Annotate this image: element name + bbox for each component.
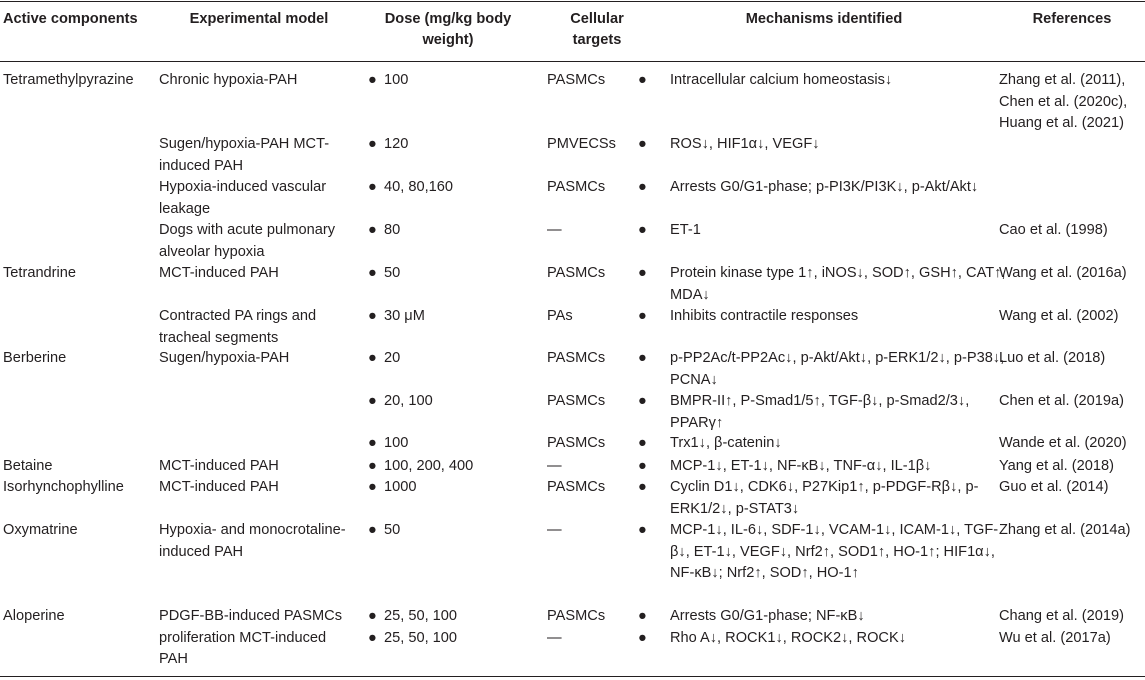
reference-cell-text: Wu et al. (2017a) xyxy=(999,630,1111,646)
dose-cell-text: 120 xyxy=(384,136,409,152)
mechanism-cell xyxy=(638,433,1010,455)
cellular-target-cell xyxy=(547,628,647,650)
active-component-cell xyxy=(3,348,153,370)
reference-cell-text: Chen et al. (2019a) xyxy=(999,393,1124,409)
cellular-target-cell xyxy=(547,134,647,156)
table-bottom-rule xyxy=(0,676,1145,677)
dose-cell-text: 20 xyxy=(384,350,401,366)
mechanism-cell-text: Arrests G0/G1-phase; NF-κB↓ xyxy=(670,608,865,624)
dose-cell-text: 100 xyxy=(384,435,409,451)
dose-cell-text: 50 xyxy=(384,522,401,538)
reference-cell-text: Luo et al. (2018) xyxy=(999,350,1106,366)
header-experimental-model: Experimental model xyxy=(189,11,329,27)
mechanism-cell xyxy=(638,606,1010,628)
mechanism-cell-text: MCP-1↓, ET-1↓, NF-κB↓, TNF-α↓, IL-1β↓ xyxy=(670,458,932,474)
reference-cell-text: Zhang et al. (2014a) xyxy=(999,522,1131,538)
experimental-model-cell-text: MCT-induced PAH xyxy=(159,479,279,495)
bullet-icon: ● xyxy=(638,350,647,366)
experimental-model-cell xyxy=(159,134,359,177)
cellular-target-cell-text: PASMCs xyxy=(547,350,606,366)
cellular-target-cell xyxy=(547,477,647,499)
reference-cell xyxy=(999,477,1145,499)
dose-cell-text: 1000 xyxy=(384,479,417,495)
dose-cell-text: 20, 100 xyxy=(384,393,433,409)
bullet-icon: ● xyxy=(638,608,647,624)
bullet-icon: ● xyxy=(368,608,377,624)
bullet-icon: ● xyxy=(638,179,647,195)
experimental-model-cell-text: Sugen/hypoxia-PAH xyxy=(159,350,290,366)
mechanism-cell xyxy=(638,456,1010,478)
reference-cell-text: Guo et al. (2014) xyxy=(999,479,1109,495)
bullet-icon: ● xyxy=(368,435,377,451)
cellular-target-cell-text: PMVECSs xyxy=(547,136,616,152)
mechanism-cell xyxy=(638,177,1010,199)
mechanism-cell-text: BMPR-II↑, P-Smad1/5↑, TGF-β↓, p-Smad2/3↓, PPARγ↑ xyxy=(670,393,970,431)
experimental-model-cell-text: Sugen/hypoxia-PAH MCT-induced PAH xyxy=(159,136,330,174)
dose-cell xyxy=(368,477,528,499)
dose-cell xyxy=(368,520,528,542)
bullet-icon: ● xyxy=(368,308,377,324)
experimental-model-cell xyxy=(159,606,359,671)
header-bottom-rule xyxy=(0,61,1145,62)
mechanism-cell xyxy=(638,263,1010,306)
reference-cell-text: Yang et al. (2018) xyxy=(999,458,1114,474)
bullet-icon: ● xyxy=(368,630,377,646)
reference-cell xyxy=(999,348,1145,370)
mechanism-cell-text: Trx1↓, β-catenin↓ xyxy=(670,435,782,451)
active-component-cell xyxy=(3,477,153,499)
dose-cell-text: 40, 80,160 xyxy=(384,179,453,195)
bullet-icon: ● xyxy=(368,136,377,152)
experimental-model-cell xyxy=(159,263,359,285)
header-mechanisms: Mechanisms identified xyxy=(745,11,903,27)
bullet-icon: ● xyxy=(638,265,647,281)
dose-cell-text: 25, 50, 100 xyxy=(384,608,458,624)
reference-cell-text: Cao et al. (1998) xyxy=(999,222,1108,238)
experimental-model-cell xyxy=(159,177,359,220)
mechanism-cell xyxy=(638,391,1010,434)
mechanism-cell xyxy=(638,477,1010,520)
reference-cell xyxy=(999,606,1145,628)
mechanism-cell xyxy=(638,348,1010,391)
active-component-cell xyxy=(3,456,153,478)
experimental-model-cell xyxy=(159,348,359,370)
reference-cell xyxy=(999,70,1145,135)
dose-cell xyxy=(368,70,528,92)
bullet-icon: ● xyxy=(638,308,647,324)
mechanism-cell-text: Arrests G0/G1-phase; p-PI3K/PI3K↓, p-Akt/Akt↓ xyxy=(670,179,979,195)
bullet-icon: ● xyxy=(638,630,647,646)
cellular-target-cell xyxy=(547,306,647,328)
cellular-target-cell xyxy=(547,606,647,628)
active-component-cell-text: Oxymatrine xyxy=(3,522,78,538)
mechanism-cell-text: MCP-1↓, IL-6↓, SDF-1↓, VCAM-1↓, ICAM-1↓, TGF-β↓, ET-1↓, VEGF↓, Nrf2↑, SOD1↑, HO-1↑; HIF1α↓, NF-κB↓; Nrf2↑, SOD↑, HO-1↑ xyxy=(670,522,999,581)
cellular-target-cell xyxy=(547,177,647,199)
active-component-cell-text: Betaine xyxy=(3,458,53,474)
experimental-model-cell xyxy=(159,220,359,263)
cellular-target-cell xyxy=(547,433,647,455)
experimental-model-cell-text: Contracted PA rings and tracheal segments xyxy=(159,308,317,346)
reference-cell-text: Wang et al. (2002) xyxy=(999,308,1119,324)
active-component-cell xyxy=(3,606,153,628)
cellular-target-cell xyxy=(547,220,647,242)
experimental-model-cell-text: Hypoxia- and monocrotaline-induced PAH xyxy=(159,522,346,560)
mechanism-cell-text: Inhibits contractile responses xyxy=(670,308,859,324)
mechanism-cell-text: ROS↓, HIF1α↓, VEGF↓ xyxy=(670,136,820,152)
bullet-icon: ● xyxy=(368,458,377,474)
reference-cell xyxy=(999,520,1145,542)
reference-cell xyxy=(999,456,1145,478)
cellular-target-cell-text: — xyxy=(547,222,562,238)
dose-cell xyxy=(368,220,528,242)
reference-cell xyxy=(999,306,1145,328)
active-component-cell-text: Tetramethylpyrazine xyxy=(3,72,134,88)
header-dose: Dose (mg/kg body weight) xyxy=(384,11,512,48)
cellular-target-cell-text: PASMCs xyxy=(547,435,606,451)
experimental-model-cell xyxy=(159,456,359,478)
experimental-model-cell-text: Hypoxia-induced vascular leakage xyxy=(159,179,327,217)
mechanism-cell xyxy=(638,70,1010,92)
dose-cell xyxy=(368,391,528,413)
reference-cell xyxy=(999,433,1145,455)
cellular-target-cell xyxy=(547,348,647,370)
active-component-cell xyxy=(3,70,153,92)
active-component-cell-text: Isorhynchophylline xyxy=(3,479,124,495)
cellular-target-cell-text: PASMCs xyxy=(547,479,606,495)
dose-cell xyxy=(368,177,528,199)
mechanism-cell-text: ET-1 xyxy=(670,222,701,238)
dose-cell-text: 30 μM xyxy=(384,308,425,324)
dose-cell xyxy=(368,348,528,370)
reference-cell-text: Wang et al. (2016a) xyxy=(999,265,1127,281)
dose-cell xyxy=(368,306,528,328)
experimental-model-cell xyxy=(159,70,359,92)
header-active-components: Active components xyxy=(3,11,138,27)
bullet-icon: ● xyxy=(638,222,647,238)
dose-cell xyxy=(368,628,528,650)
reference-cell-text: Chang et al. (2019) xyxy=(999,608,1124,624)
mechanism-cell-text: Rho A↓, ROCK1↓, ROCK2↓, ROCK↓ xyxy=(670,630,906,646)
dose-cell xyxy=(368,263,528,285)
header-cellular-targets: Cellular targets xyxy=(570,11,624,48)
cellular-target-cell-text: — xyxy=(547,458,562,474)
experimental-model-cell xyxy=(159,477,359,499)
dose-cell-text: 50 xyxy=(384,265,401,281)
mechanism-cell-text: Cyclin D1↓, CDK6↓, P27Kip1↑, p-PDGF-Rβ↓, p-ERK1/2↓, p-STAT3↓ xyxy=(670,479,979,517)
reference-cell xyxy=(999,220,1145,242)
dose-cell-text: 25, 50, 100 xyxy=(384,630,458,646)
mechanism-cell-text: Protein kinase type 1↑, iNOS↓, SOD↑, GSH↑, CAT↑, MDA↓ xyxy=(670,265,1006,303)
dose-cell xyxy=(368,134,528,156)
reference-cell-text: Wande et al. (2020) xyxy=(999,435,1127,451)
bullet-icon: ● xyxy=(368,222,377,238)
dose-cell xyxy=(368,433,528,455)
cellular-target-cell-text: PASMCs xyxy=(547,179,606,195)
experimental-model-cell-text: Dogs with acute pulmonary alveolar hypoxia xyxy=(159,222,336,260)
mechanism-cell-text: Intracellular calcium homeostasis↓ xyxy=(670,72,893,88)
experimental-model-cell-text: MCT-induced PAH xyxy=(159,458,279,474)
cellular-target-cell-text: — xyxy=(547,630,562,646)
cellular-target-cell xyxy=(547,263,647,285)
mechanism-cell xyxy=(638,520,1010,585)
bullet-icon: ● xyxy=(638,435,647,451)
cellular-target-cell xyxy=(547,520,647,542)
experimental-model-cell-text: PDGF-BB-induced PASMCs proliferation MCT-induced PAH xyxy=(159,608,343,667)
active-component-cell-text: Aloperine xyxy=(3,608,65,624)
cellular-target-cell-text: PASMCs xyxy=(547,72,606,88)
mechanism-cell xyxy=(638,134,1010,156)
table-top-rule xyxy=(0,1,1145,2)
dose-cell-text: 100, 200, 400 xyxy=(384,458,474,474)
dose-cell xyxy=(368,606,528,628)
cellular-target-cell xyxy=(547,70,647,92)
bullet-icon: ● xyxy=(368,72,377,88)
cellular-target-cell xyxy=(547,391,647,413)
reference-cell xyxy=(999,263,1145,285)
mechanism-cell-text: p-PP2Ac/t-PP2Ac↓, p-Akt/Akt↓, p-ERK1/2↓, p-P38↓, PCNA↓ xyxy=(670,350,1005,388)
active-component-cell-text: Tetrandrine xyxy=(3,265,77,281)
bullet-icon: ● xyxy=(368,522,377,538)
reference-cell xyxy=(999,391,1145,413)
cellular-target-cell-text: — xyxy=(547,522,562,538)
active-component-cell xyxy=(3,520,153,542)
active-component-cell-text: Berberine xyxy=(3,350,67,366)
dose-cell xyxy=(368,456,528,478)
bullet-icon: ● xyxy=(638,479,647,495)
bullet-icon: ● xyxy=(638,393,647,409)
cellular-target-cell-text: PASMCs xyxy=(547,265,606,281)
bullet-icon: ● xyxy=(368,179,377,195)
experimental-model-cell-text: MCT-induced PAH xyxy=(159,265,279,281)
header-references: References xyxy=(1032,11,1112,27)
cellular-target-cell-text: PASMCs xyxy=(547,608,606,624)
bullet-icon: ● xyxy=(638,458,647,474)
bullet-icon: ● xyxy=(638,136,647,152)
cellular-target-cell xyxy=(547,456,647,478)
bullet-icon: ● xyxy=(368,393,377,409)
reference-cell xyxy=(999,628,1145,650)
experimental-model-cell xyxy=(159,306,359,349)
cellular-target-cell-text: PAs xyxy=(547,308,573,324)
experimental-model-cell xyxy=(159,520,359,563)
experimental-model-cell-text: Chronic hypoxia-PAH xyxy=(159,72,298,88)
mechanism-cell xyxy=(638,220,1010,242)
dose-cell-text: 100 xyxy=(384,72,409,88)
reference-cell-text: Zhang et al. (2011), Chen et al. (2020c), Huang et al. (2021) xyxy=(999,72,1128,131)
active-component-cell xyxy=(3,263,153,285)
bullet-icon: ● xyxy=(638,522,647,538)
cellular-target-cell-text: PASMCs xyxy=(547,393,606,409)
dose-cell-text: 80 xyxy=(384,222,401,238)
mechanism-cell xyxy=(638,306,1010,328)
bullet-icon: ● xyxy=(368,265,377,281)
bullet-icon: ● xyxy=(368,479,377,495)
mechanism-cell xyxy=(638,628,1010,650)
bullet-icon: ● xyxy=(638,72,647,88)
bullet-icon: ● xyxy=(368,350,377,366)
